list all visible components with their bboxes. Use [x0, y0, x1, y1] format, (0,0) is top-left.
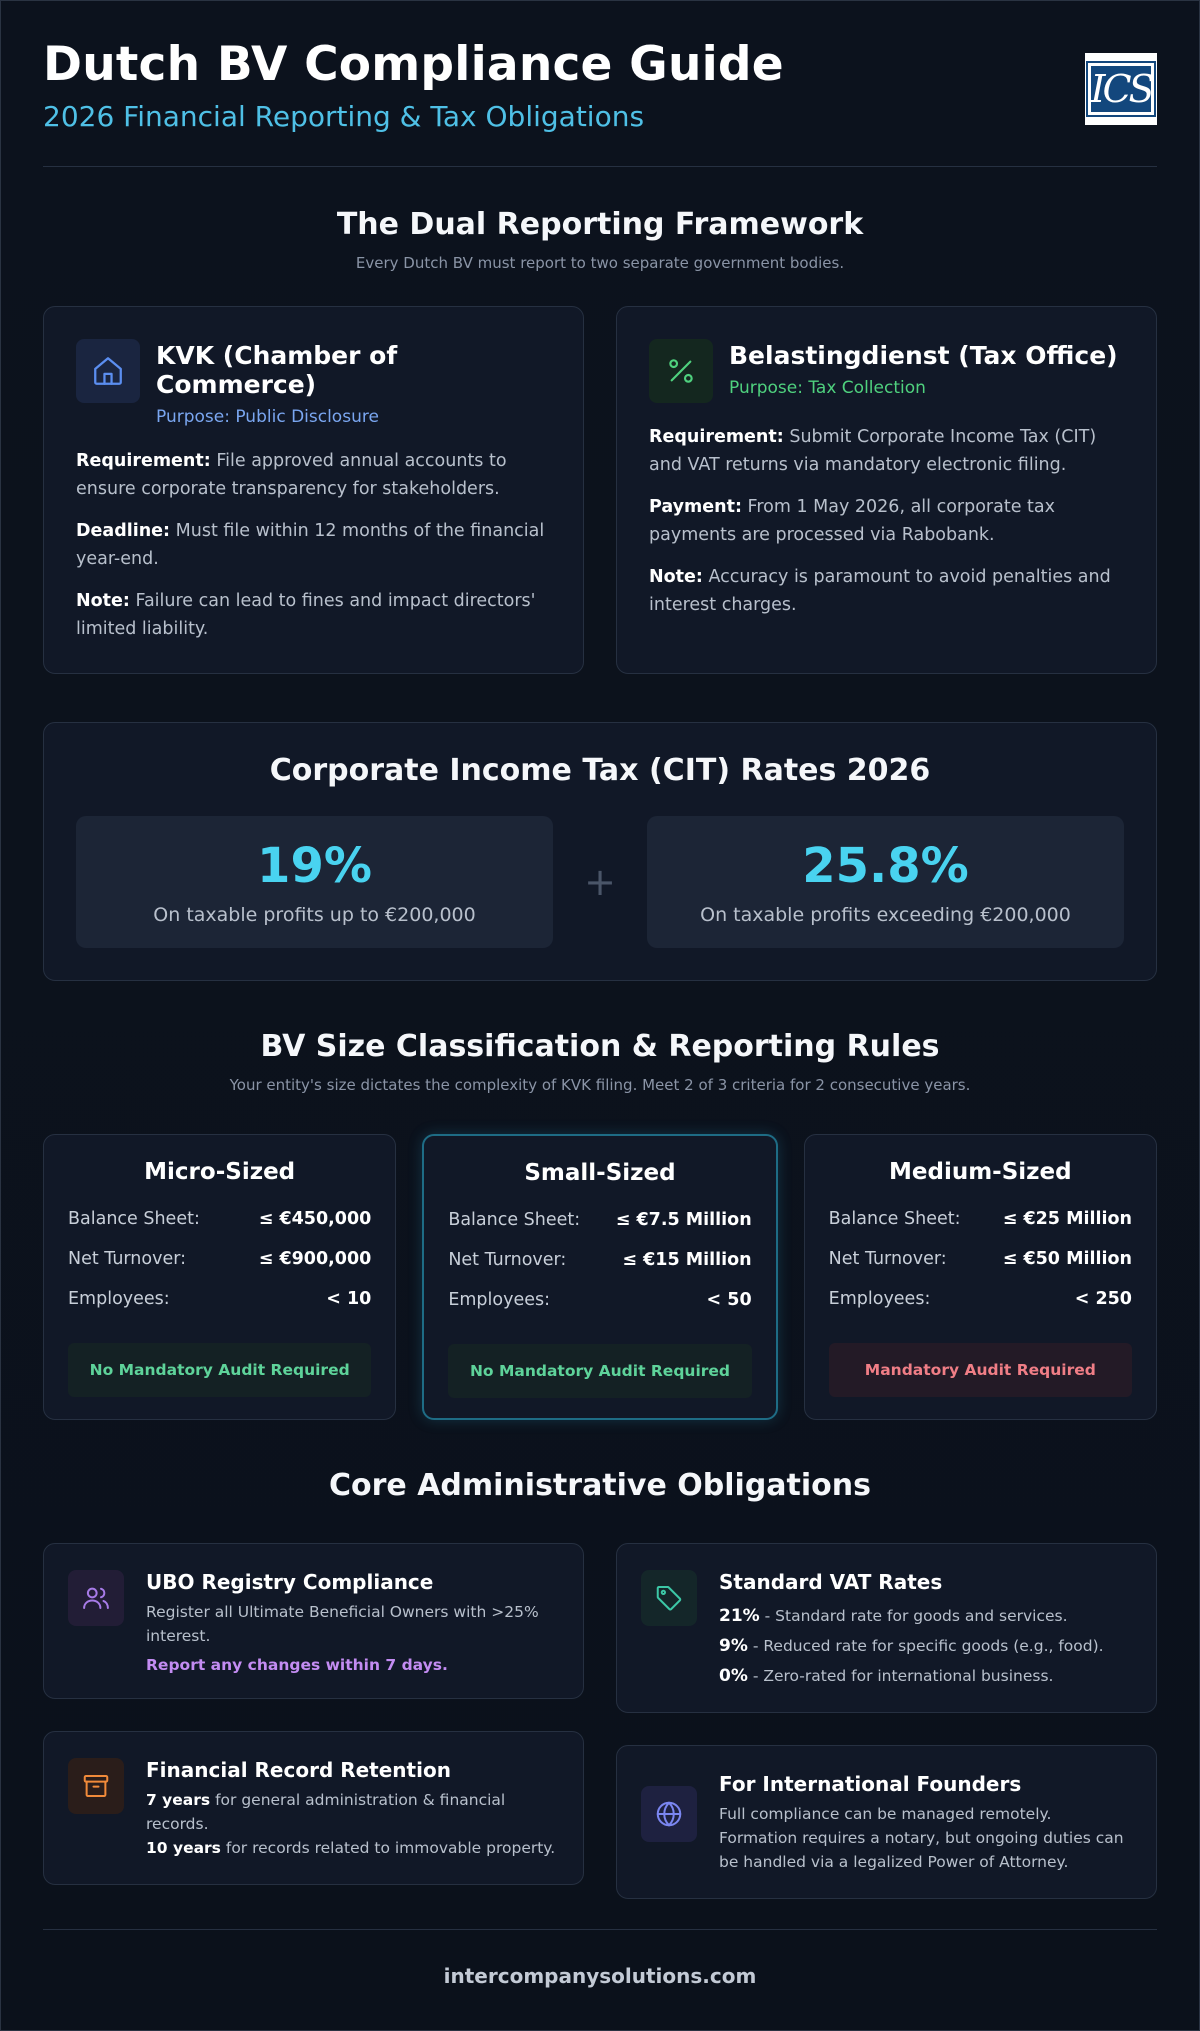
medium-card	[804, 1134, 1157, 1420]
vat-line-0: 0% - Zero-rated for international business.	[719, 1666, 1054, 1686]
small-balance: ≤ €7.5 Million	[615, 1210, 752, 1230]
intl-card	[616, 1745, 1157, 1899]
ubo-title: UBO Registry Compliance	[146, 1570, 434, 1594]
turnover-label: Net Turnover:	[68, 1249, 186, 1269]
tax-purpose: Purpose: Tax Collection	[729, 378, 926, 398]
tax-note: Note: Accuracy is paramount to avoid penalties and interest charges.	[649, 567, 1111, 615]
tax-card	[616, 306, 1157, 674]
cit-section	[43, 722, 1157, 981]
kvk-purpose: Purpose: Public Disclosure	[156, 407, 379, 427]
small-employees: < 50	[706, 1290, 752, 1310]
tag-icon	[641, 1570, 697, 1626]
medium-employees: < 250	[1074, 1289, 1132, 1309]
small-card	[422, 1134, 777, 1420]
kvk-card	[43, 306, 584, 674]
vat-line-9: 9% - Reduced rate for specific goods (e.g., food).	[719, 1636, 1104, 1656]
cit-high-rate: 25.8%	[802, 838, 969, 894]
retention-card	[43, 1731, 584, 1885]
obligations-title: Core Administrative Obligations	[328, 1468, 871, 1503]
dual-title: The Dual Reporting Framework	[336, 207, 864, 242]
employees-label: Employees:	[828, 1289, 931, 1309]
cit-low-box	[76, 816, 553, 948]
intl-text: Full compliance can be managed remotely. Formation requires a notary, but ongoing duties can be handled via a legalized Power of Attorney.	[719, 1805, 1124, 1871]
sizes-subtitle: Your entity's size dictates the complexity of KVK filing. Meet 2 of 3 criteria for 2 consecutive years.	[229, 1076, 971, 1094]
plus-separator: +	[584, 860, 616, 904]
retention-line-7: 7 years for general administration & financial records.	[146, 1791, 506, 1833]
tax-requirement: Requirement: Submit Corporate Income Tax (CIT) and VAT returns via mandatory electronic filing.	[649, 427, 1097, 475]
intl-title: For International Founders	[719, 1772, 1022, 1796]
vat-title: Standard VAT Rates	[719, 1570, 943, 1594]
kvk-note: Note: Failure can lead to fines and impact directors' limited liability.	[76, 591, 536, 639]
obligations-section-header	[43, 1468, 1157, 1503]
sizes-title: BV Size Classification & Reporting Rules	[260, 1029, 940, 1064]
medium-audit-badge: Mandatory Audit Required	[829, 1343, 1132, 1397]
percent-icon	[649, 339, 713, 403]
users-icon	[68, 1570, 124, 1626]
cit-high-box	[647, 816, 1124, 948]
sizes-section-header	[43, 1029, 1157, 1094]
obligation-cards	[43, 1543, 1157, 1899]
globe-icon	[641, 1786, 697, 1842]
dual-cards	[43, 306, 1157, 674]
micro-turnover: ≤ €900,000	[258, 1249, 372, 1269]
dual-subtitle: Every Dutch BV must report to two separate government bodies.	[355, 254, 845, 272]
turnover-label: Net Turnover:	[828, 1249, 947, 1269]
cit-low-rate: 19%	[257, 838, 372, 894]
kvk-requirement: Requirement: File approved annual accounts to ensure corporate transparency for stakeholders.	[76, 451, 507, 499]
house-icon	[76, 339, 140, 403]
kvk-deadline: Deadline: Must file within 12 months of the financial year-end.	[76, 521, 545, 569]
cit-title: Corporate Income Tax (CIT) Rates 2026	[269, 753, 931, 788]
ubo-text: Register all Ultimate Beneficial Owners with >25% interest.	[146, 1603, 539, 1645]
kvk-title: KVK (Chamber of Commerce)	[156, 341, 398, 399]
medium-balance: ≤ €25 Million	[1002, 1209, 1132, 1229]
balance-label: Balance Sheet:	[68, 1209, 200, 1229]
micro-audit-badge: No Mandatory Audit Required	[68, 1343, 371, 1397]
small-turnover: ≤ €15 Million	[622, 1250, 752, 1270]
ubo-card	[43, 1543, 584, 1699]
micro-balance: ≤ €450,000	[258, 1209, 372, 1229]
page-title: Dutch BV Compliance Guide	[43, 37, 784, 92]
logo-text: ICS	[1088, 63, 1154, 115]
cit-low-desc: On taxable profits up to €200,000	[153, 904, 476, 926]
page-subtitle: 2026 Financial Reporting & Tax Obligations	[43, 100, 645, 133]
medium-title: Medium-Sized	[889, 1159, 1072, 1185]
micro-employees: < 10	[326, 1289, 372, 1309]
tax-title: Belastingdienst (Tax Office)	[729, 341, 1118, 370]
retention-title: Financial Record Retention	[146, 1758, 451, 1782]
employees-label: Employees:	[448, 1290, 551, 1310]
small-audit-badge: No Mandatory Audit Required	[448, 1344, 751, 1398]
dual-section-header	[43, 207, 1157, 272]
tax-payment: Payment: From 1 May 2026, all corporate tax payments are processed via Rabobank.	[649, 497, 1055, 545]
ubo-highlight: Report any changes within 7 days.	[146, 1656, 448, 1674]
turnover-label: Net Turnover:	[448, 1250, 567, 1270]
header	[43, 1, 1157, 167]
medium-turnover: ≤ €50 Million	[1002, 1249, 1132, 1269]
cit-high-desc: On taxable profits exceeding €200,000	[700, 904, 1071, 926]
micro-card	[43, 1134, 396, 1420]
employees-label: Employees:	[68, 1289, 170, 1309]
vat-line-21: 21% - Standard rate for goods and services.	[719, 1606, 1068, 1626]
vat-card	[616, 1543, 1157, 1713]
company-logo	[1085, 53, 1157, 125]
retention-line-10: 10 years for records related to immovable property.	[146, 1839, 556, 1857]
footer	[43, 1929, 1157, 1988]
size-cards	[43, 1134, 1157, 1420]
micro-title: Micro-Sized	[144, 1159, 296, 1185]
balance-label: Balance Sheet:	[828, 1209, 961, 1229]
archive-icon	[68, 1758, 124, 1814]
balance-label: Balance Sheet:	[448, 1210, 581, 1230]
small-title: Small-Sized	[524, 1160, 676, 1186]
footer-url[interactable]: intercompanysolutions.com	[443, 1964, 757, 1988]
